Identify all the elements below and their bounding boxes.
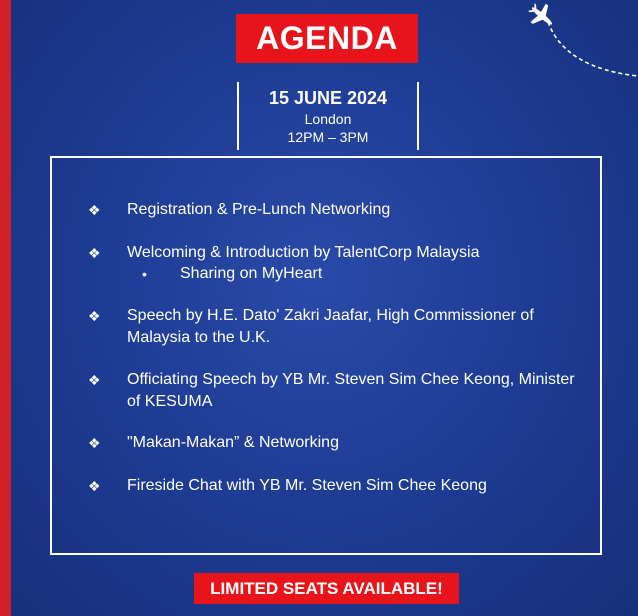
agenda-item-text: "Makan-Makan” & Networking (127, 434, 339, 451)
event-time: 12PM – 3PM (287, 129, 369, 145)
event-details (237, 82, 419, 150)
airplane-icon (520, 0, 638, 84)
agenda-item-text: Speech by H.E. Dato' Zakri Jaafar, High Commissioner of Malaysia to the U.K. (127, 307, 534, 346)
left-accent-stripe (0, 0, 11, 616)
agenda-item-text: Welcoming & Introduction by TalentCorp Malaysia (127, 244, 480, 261)
diamond-bullet-icon: ❖ (88, 435, 101, 451)
agenda-item-text: Officiating Speech by YB Mr. Steven Sim Chee Keong, Minister of KESUMA (127, 371, 575, 410)
diamond-bullet-icon: ❖ (88, 202, 101, 218)
diamond-bullet-icon: ❖ (88, 308, 101, 324)
agenda-item (88, 199, 577, 221)
agenda-list (50, 156, 602, 555)
agenda-item (88, 369, 577, 413)
agenda-title: AGENDA (236, 14, 418, 63)
agenda-item (88, 242, 577, 264)
limited-seats-banner: LIMITED SEATS AVAILABLE! (194, 573, 459, 604)
agenda-item-text: Registration & Pre-Lunch Networking (127, 201, 391, 218)
event-location: London (304, 111, 352, 127)
diamond-bullet-icon: ❖ (88, 478, 101, 494)
agenda-item (88, 475, 577, 497)
agenda-item (88, 305, 577, 349)
diamond-bullet-icon: ❖ (88, 245, 101, 261)
event-date: 15 JUNE 2024 (268, 88, 388, 108)
agenda-item-text: Fireside Chat with YB Mr. Steven Sim Chee Keong (127, 477, 487, 494)
dot-bullet-icon: • (142, 266, 147, 282)
agenda-item (88, 432, 577, 454)
agenda-sub-item (142, 263, 322, 285)
agenda-sub-item-text: Sharing on MyHeart (180, 265, 323, 282)
diamond-bullet-icon: ❖ (88, 372, 101, 388)
